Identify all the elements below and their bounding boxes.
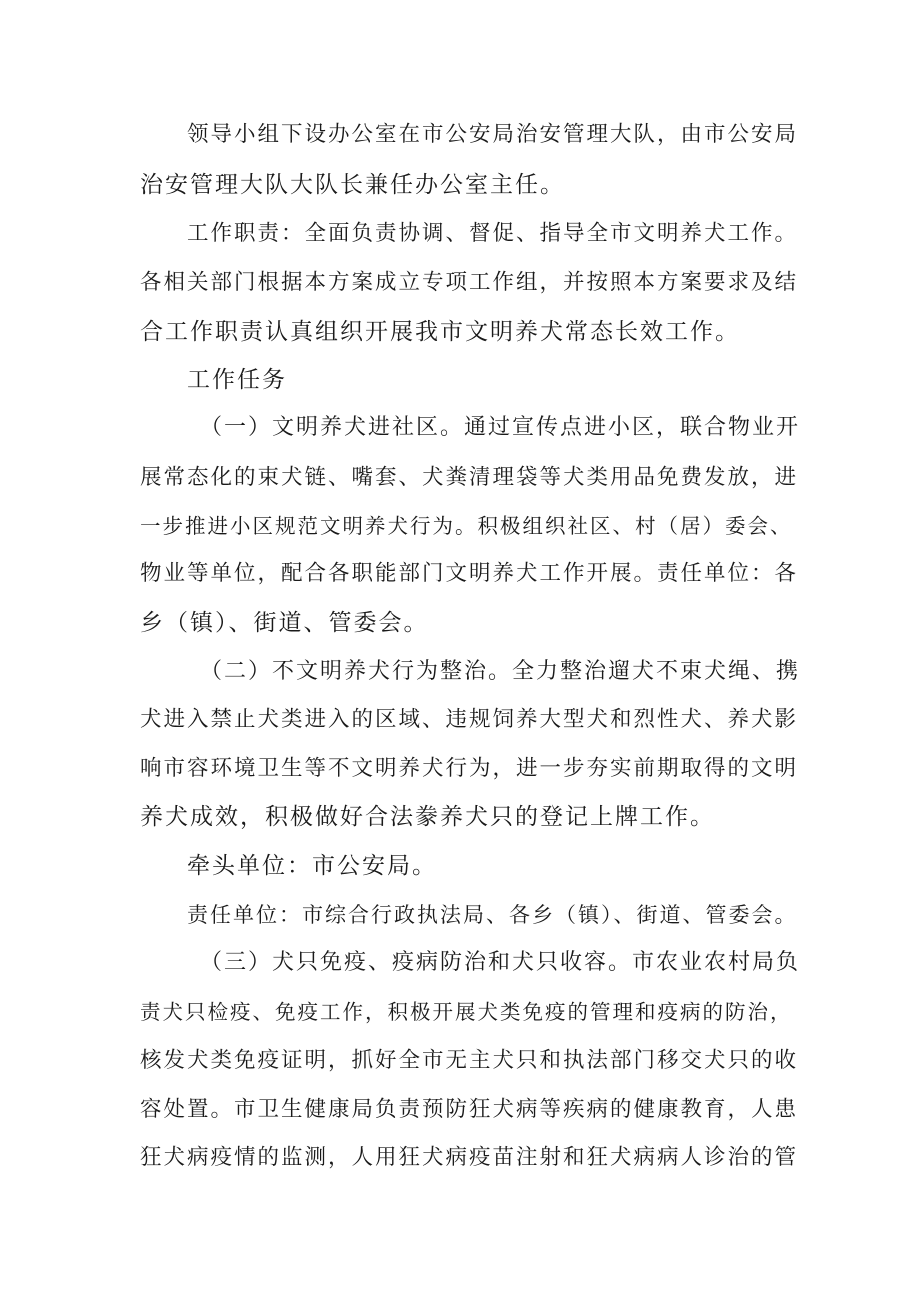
paragraph-line: 合工作职责认真组织开展我市文明养犬常态长效工作。 [140, 319, 740, 345]
paragraph-line: 责犬只检疫、免疫工作，积极开展犬类免疫的管理和疫病的防治， [140, 1000, 793, 1024]
paragraph-line: 治安管理大队大队长兼任办公室主任。 [140, 172, 565, 198]
paragraph-line: 狂犬病疫情的监测，人用狂犬病疫苗注射和狂犬病病人诊治的管 [140, 1145, 799, 1170]
paragraph-line: （一）文明养犬进社区。通过宣传点进小区，联合物业开 [200, 415, 801, 440]
paragraph-line: 领导小组下设办公室在市公安局治安管理大队，由市公安局 [187, 122, 799, 147]
paragraph-line: 犬进入禁止犬类进入的区域、违规饲养大型犬和烈性犬、养犬影 [140, 707, 799, 732]
paragraph-line: 响市容环境卫生等不文明养犬行为，进一步夯实前期取得的文明 [140, 756, 799, 781]
paragraph-line: （二）不文明养犬行为整治。全力整治遛犬不束犬绳、携 [200, 659, 801, 684]
paragraph-line: 责任单位：市综合行政执法局、各乡（镇）、街道、管委会。 [187, 903, 798, 927]
section-heading: 工作任务 [187, 367, 287, 393]
paragraph-line: 养犬成效，积极做好合法豢养犬只的登记上牌工作。 [140, 804, 715, 830]
paragraph-line: 各相关部门根据本方案成立专项工作组，并按照本方案要求及结 [140, 270, 799, 295]
paragraph-line: 乡（镇）、街道、管委会。 [140, 610, 429, 636]
paragraph-line: 工作职责：全面负责协调、督促、指导全市文明养犬工作。 [187, 221, 799, 246]
paragraph-line: 物业等单位，配合各职能部门文明养犬工作开展。责任单位：各 [140, 561, 799, 586]
paragraph-line: 展常态化的束犬链、嘴套、犬粪清理袋等犬类用品免费发放，进 [140, 465, 799, 490]
paragraph-line: （三）犬只免疫、疫病防治和犬只收容。市农业农村局负 [200, 950, 801, 975]
paragraph-line: 牵头单位：市公安局。 [187, 853, 437, 879]
paragraph-line: 容处置。市卫生健康局负责预防狂犬病等疾病的健康教育，人患 [140, 1097, 799, 1122]
paragraph-line: 核发犬类免疫证明，抓好全市无主犬只和执法部门移交犬只的收 [140, 1048, 799, 1073]
paragraph-line: 一步推进小区规范文明养犬行为。积极组织社区、村（居）委会、 [140, 514, 793, 538]
